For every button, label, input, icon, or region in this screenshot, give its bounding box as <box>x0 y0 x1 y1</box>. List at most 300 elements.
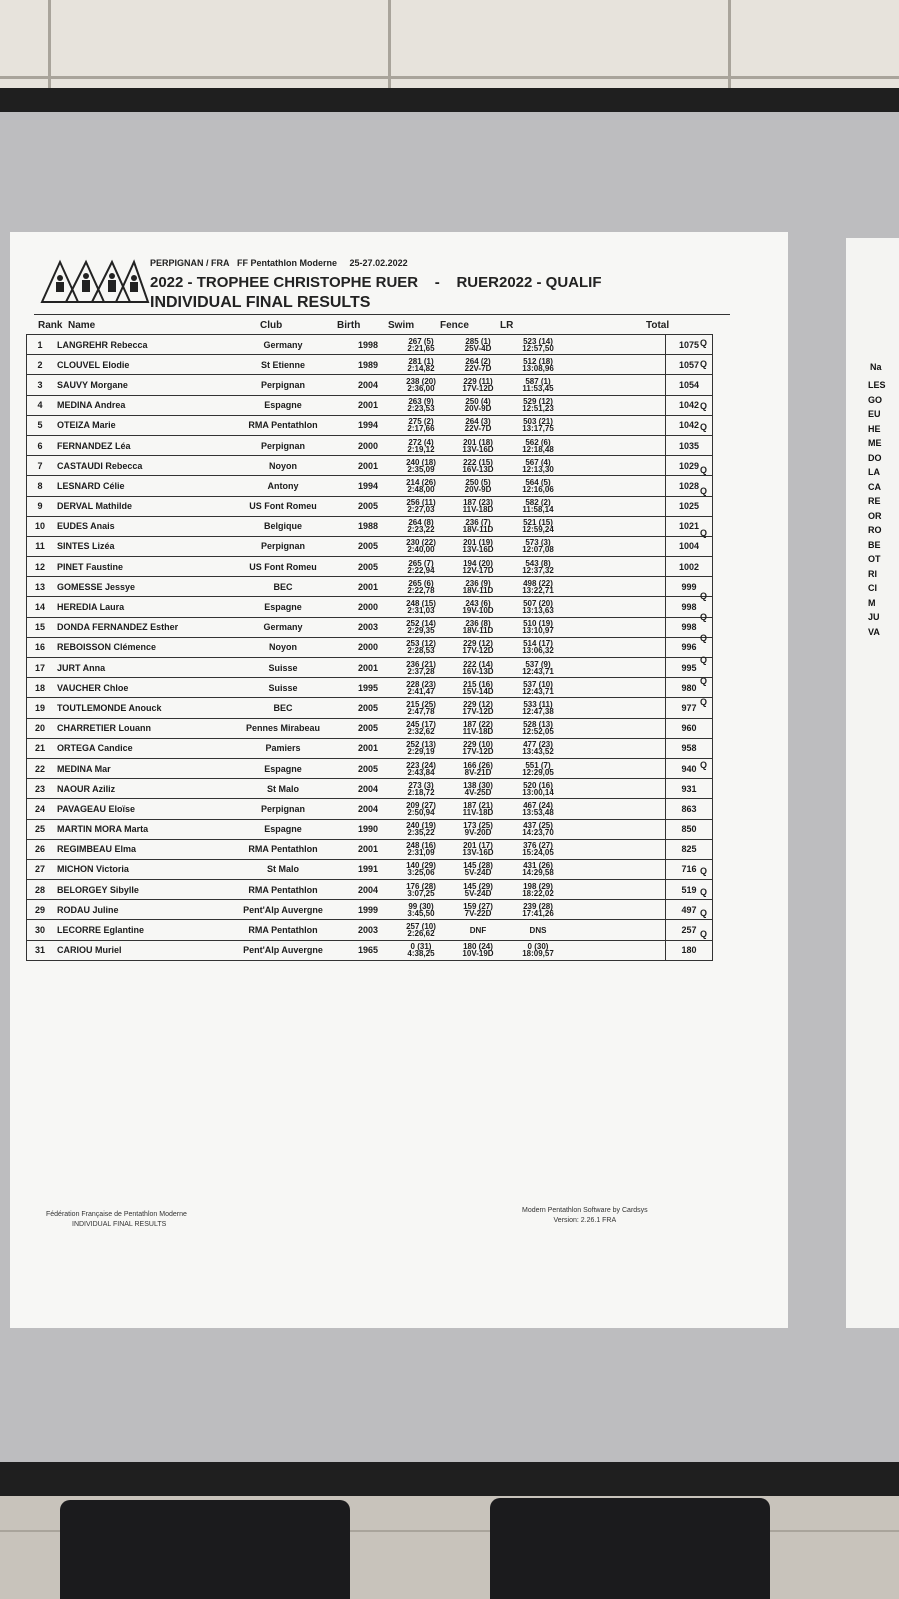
swim-time: 2:21,65 <box>407 343 435 353</box>
total-cell: 497 <box>666 900 713 920</box>
swim-cell <box>393 718 449 738</box>
qualified-mark: Q <box>700 338 708 348</box>
swim-points: 264 (8) <box>408 518 434 528</box>
birth-cell: 2001 <box>343 456 393 476</box>
athlete-name: PINET Faustine <box>53 557 223 577</box>
birth-cell: 1965 <box>343 940 393 960</box>
qualified-mark: Q <box>700 865 708 876</box>
athlete-name: LANGREHR Rebecca <box>53 335 223 355</box>
spacer-cell <box>569 799 666 819</box>
spacer-cell <box>569 536 666 556</box>
birth-cell: 1998 <box>343 335 393 355</box>
spacer-cell <box>569 920 666 940</box>
laser-run-cell <box>507 395 569 415</box>
lr-points: 551 (7) <box>525 760 551 770</box>
lr-time: 12:29,05 <box>522 767 554 777</box>
swim-points: 267 (5) <box>408 336 434 346</box>
athlete-name: REGIMBEAU Elma <box>53 839 223 859</box>
fence-record: 20V-9D <box>464 404 492 414</box>
lr-points: 520 (16) <box>523 780 553 790</box>
side-sheet-label: EU <box>868 409 881 419</box>
club-cell: RMA Pentathlon <box>223 920 343 940</box>
total-cell: 1002 <box>666 557 713 577</box>
fence-points: 285 (1) <box>465 336 491 346</box>
result-row <box>27 637 713 657</box>
birth-cell: 2003 <box>343 920 393 940</box>
swim-points: 140 (29) <box>406 861 436 871</box>
result-row <box>27 536 713 556</box>
lr-points: 533 (11) <box>523 699 553 709</box>
rank-cell: 9 <box>27 496 54 516</box>
side-sheet-label: RE <box>868 496 881 506</box>
spacer-cell <box>569 678 666 698</box>
athlete-name: RODAU Juline <box>53 900 223 920</box>
lr-points: 582 (2) <box>525 498 551 508</box>
lr-time: 13:53,48 <box>522 807 554 817</box>
result-row <box>27 819 713 839</box>
laser-run-cell <box>507 758 569 778</box>
birth-cell: 1991 <box>343 859 393 879</box>
spacer-cell <box>569 698 666 718</box>
result-row <box>27 698 713 718</box>
laser-run-cell <box>507 678 569 698</box>
laser-run-cell <box>507 335 569 355</box>
swim-time: 3:25,06 <box>407 868 435 878</box>
fence-record: 17V-12D <box>462 747 494 757</box>
swim-points: 265 (7) <box>408 558 434 568</box>
club-cell: Germany <box>223 617 343 637</box>
col-header-rank: Rank <box>38 320 63 331</box>
fence-points: 201 (17) <box>463 841 493 851</box>
laser-run-cell <box>507 435 569 455</box>
lr-points: 529 (12) <box>523 397 553 407</box>
club-cell: Perpignan <box>223 375 343 395</box>
rank-cell: 31 <box>27 940 54 960</box>
fence-record: 16V-13D <box>462 464 494 474</box>
qualified-mark: Q <box>700 654 708 665</box>
total-cell: 1042 <box>666 415 713 435</box>
spacer-cell <box>569 456 666 476</box>
birth-cell: 2000 <box>343 597 393 617</box>
result-row <box>27 880 713 900</box>
birth-cell: 2001 <box>343 395 393 415</box>
fence-cell <box>449 395 507 415</box>
spacer-cell <box>569 839 666 859</box>
side-sheet-label: OT <box>868 554 881 564</box>
lr-points: 537 (9) <box>525 659 551 669</box>
result-row <box>27 839 713 859</box>
laser-run-cell <box>507 456 569 476</box>
shoe-left <box>60 1500 350 1599</box>
swim-cell <box>393 658 449 678</box>
qualified-mark: Q <box>700 928 708 939</box>
laser-run-cell <box>507 698 569 718</box>
fence-points: 229 (11) <box>463 376 493 386</box>
fence-points: 215 (16) <box>463 679 493 689</box>
side-sheet-label: JU <box>868 612 880 622</box>
swim-cell <box>393 758 449 778</box>
swim-points: 0 (31) <box>410 942 432 952</box>
swim-time: 2:31,03 <box>407 606 435 616</box>
qualified-mark: Q <box>700 886 708 897</box>
swim-time: 2:35,09 <box>407 464 435 474</box>
spacer-cell <box>569 718 666 738</box>
fence-cell <box>449 516 507 536</box>
fence-record: 11V-18D <box>462 727 494 737</box>
result-row <box>27 799 713 819</box>
rank-cell: 8 <box>27 476 54 496</box>
result-row <box>27 678 713 698</box>
spacer-cell <box>569 476 666 496</box>
fence-record: 19V-10D <box>462 606 494 616</box>
total-cell: 931 <box>666 779 713 799</box>
swim-cell <box>393 557 449 577</box>
rank-cell: 15 <box>27 617 54 637</box>
shoe-right <box>490 1498 770 1599</box>
birth-cell: 2001 <box>343 839 393 859</box>
total-cell: 1004 <box>666 536 713 556</box>
total-cell: 863 <box>666 799 713 819</box>
total-cell: 996 <box>666 637 713 657</box>
athlete-name: EUDES Anais <box>53 516 223 536</box>
laser-run-cell <box>507 658 569 678</box>
fence-points: 187 (21) <box>463 800 493 810</box>
fence-record: 11V-18D <box>462 505 494 515</box>
side-sheet-label: HE <box>868 423 881 434</box>
lr-time: 13:17,75 <box>522 424 554 434</box>
qualified-mark: Q <box>700 612 708 623</box>
laser-run-cell <box>507 415 569 435</box>
qualified-mark: Q <box>700 359 708 370</box>
side-sheet-label: DO <box>868 452 882 463</box>
swim-cell <box>393 456 449 476</box>
swim-points: 214 (26) <box>406 477 436 487</box>
birth-cell: 1990 <box>343 819 393 839</box>
athlete-name: TOUTLEMONDE Anouck <box>53 698 223 718</box>
club-cell: US Font Romeu <box>223 496 343 516</box>
fence-cell <box>449 819 507 839</box>
result-row <box>27 900 713 920</box>
fence-cell <box>449 940 507 960</box>
qualified-mark: Q <box>700 675 708 686</box>
total-cell: 716 <box>666 859 713 879</box>
swim-points: 209 (27) <box>406 800 436 810</box>
fence-record: 4V-25D <box>464 787 492 797</box>
lr-points: 564 (5) <box>525 477 551 487</box>
athlete-name: DERVAL Mathilde <box>53 496 223 516</box>
lr-points: 567 (4) <box>525 457 551 467</box>
side-sheet-label: OR <box>868 510 882 521</box>
swim-cell <box>393 637 449 657</box>
lr-time: 18:09,57 <box>522 949 554 959</box>
side-sheet-label: VA <box>868 626 880 637</box>
fence-points: 264 (3) <box>465 417 491 427</box>
club-cell: Suisse <box>223 658 343 678</box>
lr-time: 12:52,05 <box>522 727 554 737</box>
laser-run-cell <box>507 516 569 536</box>
side-sheet-label: Na <box>870 362 882 372</box>
club-cell: Noyon <box>223 456 343 476</box>
fence-cell <box>449 900 507 920</box>
qualified-mark: Q <box>700 464 708 475</box>
swim-points: 240 (18) <box>406 457 436 467</box>
swim-cell <box>393 738 449 758</box>
lr-points: 498 (22) <box>523 578 553 588</box>
fence-cell <box>449 718 507 738</box>
swim-time: 2:17,66 <box>407 424 435 434</box>
birth-cell: 1999 <box>343 900 393 920</box>
side-sheet-label: RI <box>868 568 877 579</box>
club-cell: St Etienne <box>223 355 343 375</box>
swim-time: 2:37,28 <box>407 666 435 676</box>
swim-points: 223 (24) <box>406 760 436 770</box>
footer-left <box>46 1210 187 1230</box>
swim-cell <box>393 698 449 718</box>
birth-cell: 2004 <box>343 779 393 799</box>
total-cell: 999 <box>666 577 713 597</box>
swim-cell <box>393 375 449 395</box>
swim-points: 228 (23) <box>406 679 436 689</box>
birth-cell: 2001 <box>343 577 393 597</box>
fence-cell <box>449 536 507 556</box>
fence-cell <box>449 738 507 758</box>
qualified-mark: Q <box>700 527 708 538</box>
swim-time: 2:31,09 <box>407 848 435 858</box>
fence-points: 222 (14) <box>463 659 493 669</box>
lr-time: 13:13,63 <box>522 606 554 616</box>
club-cell: Perpignan <box>223 435 343 455</box>
lr-time: 12:37,32 <box>522 565 554 575</box>
spacer-cell <box>569 355 666 375</box>
result-row <box>27 758 713 778</box>
rank-cell: 4 <box>27 395 54 415</box>
lr-time: 12:16,06 <box>522 484 554 494</box>
club-cell: BEC <box>223 698 343 718</box>
birth-cell: 2005 <box>343 698 393 718</box>
athlete-name: DONDA FERNANDEZ Esther <box>53 617 223 637</box>
laser-run-cell <box>507 597 569 617</box>
fence-points: DNF <box>469 925 487 935</box>
result-row <box>27 516 713 536</box>
swim-cell <box>393 617 449 637</box>
lr-time: 13:43,52 <box>522 747 554 757</box>
swim-time: 2:27,03 <box>407 505 435 515</box>
rank-cell: 6 <box>27 435 54 455</box>
swim-time: 2:14,82 <box>407 363 435 373</box>
total-cell: 1075 <box>666 335 713 355</box>
athlete-name: MICHON Victoria <box>53 859 223 879</box>
lr-points: 0 (30) <box>527 942 549 952</box>
lr-points: 573 (3) <box>525 538 551 548</box>
lr-points: 537 (10) <box>523 679 553 689</box>
fence-cell <box>449 456 507 476</box>
rank-cell: 16 <box>27 637 54 657</box>
total-cell: 1054 <box>666 375 713 395</box>
club-cell: RMA Pentathlon <box>223 415 343 435</box>
event-info <box>150 258 408 268</box>
fence-cell <box>449 839 507 859</box>
result-row <box>27 557 713 577</box>
laser-run-cell <box>507 476 569 496</box>
fence-points: 159 (27) <box>463 901 493 911</box>
athlete-name: NAOUR Aziliz <box>53 779 223 799</box>
swim-time: 2:23,53 <box>407 404 435 414</box>
fence-cell <box>449 779 507 799</box>
page-title: INDIVIDUAL FINAL RESULTS <box>150 294 371 311</box>
lr-time: 14:29,58 <box>522 868 554 878</box>
birth-cell: 1988 <box>343 516 393 536</box>
spacer-cell <box>569 496 666 516</box>
lr-points: 437 (25) <box>523 821 553 831</box>
fence-cell <box>449 415 507 435</box>
result-row <box>27 415 713 435</box>
swim-cell <box>393 536 449 556</box>
athlete-name: GOMESSE Jessye <box>53 577 223 597</box>
result-row <box>27 779 713 799</box>
swim-cell <box>393 920 449 940</box>
fence-record: 5V-24D <box>464 888 492 898</box>
fence-record: 25V-4D <box>464 343 492 353</box>
athlete-name: CARIOU Muriel <box>53 940 223 960</box>
fence-points: 236 (8) <box>465 619 491 629</box>
spacer-cell <box>569 637 666 657</box>
result-row <box>27 920 713 940</box>
birth-cell: 2005 <box>343 718 393 738</box>
fence-points: 243 (6) <box>465 599 491 609</box>
fence-cell <box>449 758 507 778</box>
club-cell: Espagne <box>223 395 343 415</box>
col-header-total: Total <box>646 320 670 331</box>
club-cell: Espagne <box>223 758 343 778</box>
laser-run-cell <box>507 819 569 839</box>
swim-time: 2:47,78 <box>407 706 435 716</box>
swim-points: 281 (1) <box>408 356 434 366</box>
fence-record: 7V-22D <box>464 908 492 918</box>
fence-record: 5V-24D <box>464 868 492 878</box>
side-sheet-label: M <box>868 597 876 608</box>
laser-run-cell <box>507 718 569 738</box>
rank-cell: 21 <box>27 738 54 758</box>
laser-run-cell <box>507 920 569 940</box>
fence-record: 18V-11D <box>462 626 494 636</box>
lr-points: 521 (15) <box>523 518 553 528</box>
rank-cell: 29 <box>27 900 54 920</box>
laser-run-cell <box>507 355 569 375</box>
spacer-cell <box>569 758 666 778</box>
total-cell: 1057 <box>666 355 713 375</box>
lr-time: 12:51,23 <box>522 404 554 414</box>
rank-cell: 30 <box>27 920 54 940</box>
side-sheet-label: CI <box>868 583 877 593</box>
laser-run-cell <box>507 536 569 556</box>
athlete-name: CLOUVEL Elodie <box>53 355 223 375</box>
club-cell: Antony <box>223 476 343 496</box>
rank-cell: 17 <box>27 658 54 678</box>
rank-cell: 18 <box>27 678 54 698</box>
side-sheet-label: RO <box>868 525 882 535</box>
swim-time: 3:07,25 <box>407 888 435 898</box>
lr-points: DNS <box>529 925 547 935</box>
club-cell: Perpignan <box>223 536 343 556</box>
athlete-name: JURT Anna <box>53 658 223 678</box>
result-row <box>27 476 713 496</box>
event-title-line <box>150 274 602 291</box>
qualified-mark: Q <box>700 633 708 644</box>
swim-points: 236 (21) <box>406 659 436 669</box>
swim-time: 2:41,47 <box>407 686 435 696</box>
lr-points: 376 (27) <box>523 841 553 851</box>
lr-points: 512 (18) <box>523 356 553 366</box>
rank-cell: 7 <box>27 456 54 476</box>
lr-points: 239 (28) <box>523 901 553 911</box>
swim-points: 99 (30) <box>408 901 434 911</box>
col-header-birth: Birth <box>337 320 361 331</box>
total-cell: 958 <box>666 738 713 758</box>
lr-time: 12:57,50 <box>522 343 554 353</box>
laser-run-cell <box>507 839 569 859</box>
birth-cell: 2005 <box>343 536 393 556</box>
swim-points: 256 (11) <box>406 498 436 508</box>
swim-cell <box>393 678 449 698</box>
adjacent-results-sheet <box>846 238 899 1328</box>
fence-cell <box>449 617 507 637</box>
lr-points: 507 (20) <box>523 599 553 609</box>
side-sheet-label: BE <box>868 539 881 550</box>
laser-run-cell <box>507 577 569 597</box>
qualified-mark: Q <box>700 591 708 602</box>
fence-cell <box>449 678 507 698</box>
swim-points: 253 (12) <box>406 639 436 649</box>
fence-cell <box>449 880 507 900</box>
swim-cell <box>393 779 449 799</box>
fence-record: 13V-16D <box>462 848 494 858</box>
qualified-mark: Q <box>700 422 708 433</box>
rank-cell: 10 <box>27 516 54 536</box>
fence-points: 145 (29) <box>463 881 493 891</box>
lr-time: 13:22,71 <box>522 585 554 595</box>
lr-points: 198 (29) <box>523 881 553 891</box>
swim-time: 2:35,22 <box>407 828 435 838</box>
birth-cell: 1995 <box>343 678 393 698</box>
fence-points: 229 (10) <box>463 740 493 750</box>
swim-time: 2:50,94 <box>407 807 435 817</box>
swim-time: 2:19,12 <box>407 444 435 454</box>
swim-time: 4:38,25 <box>407 949 435 959</box>
laser-run-cell <box>507 880 569 900</box>
tile-grout <box>0 76 899 79</box>
result-row <box>27 355 713 375</box>
club-cell: Perpignan <box>223 799 343 819</box>
footer-doc-type: INDIVIDUAL FINAL RESULTS <box>72 1221 167 1228</box>
side-sheet-label: LA <box>868 467 880 477</box>
fence-points: 250 (4) <box>465 397 491 407</box>
swim-cell <box>393 335 449 355</box>
swim-cell <box>393 476 449 496</box>
club-cell: US Font Romeu <box>223 557 343 577</box>
fence-points: 222 (15) <box>463 457 493 467</box>
total-cell: 1028 <box>666 476 713 496</box>
fence-cell <box>449 637 507 657</box>
lr-time: 13:06,32 <box>522 646 554 656</box>
laser-run-cell <box>507 637 569 657</box>
athlete-name: SAUVY Morgane <box>53 375 223 395</box>
swim-cell <box>393 577 449 597</box>
tile-grout <box>48 0 51 88</box>
club-cell: Noyon <box>223 637 343 657</box>
qualified-mark: Q <box>700 485 708 496</box>
tile-grout <box>388 0 391 88</box>
swim-time: 3:45,50 <box>407 908 435 918</box>
